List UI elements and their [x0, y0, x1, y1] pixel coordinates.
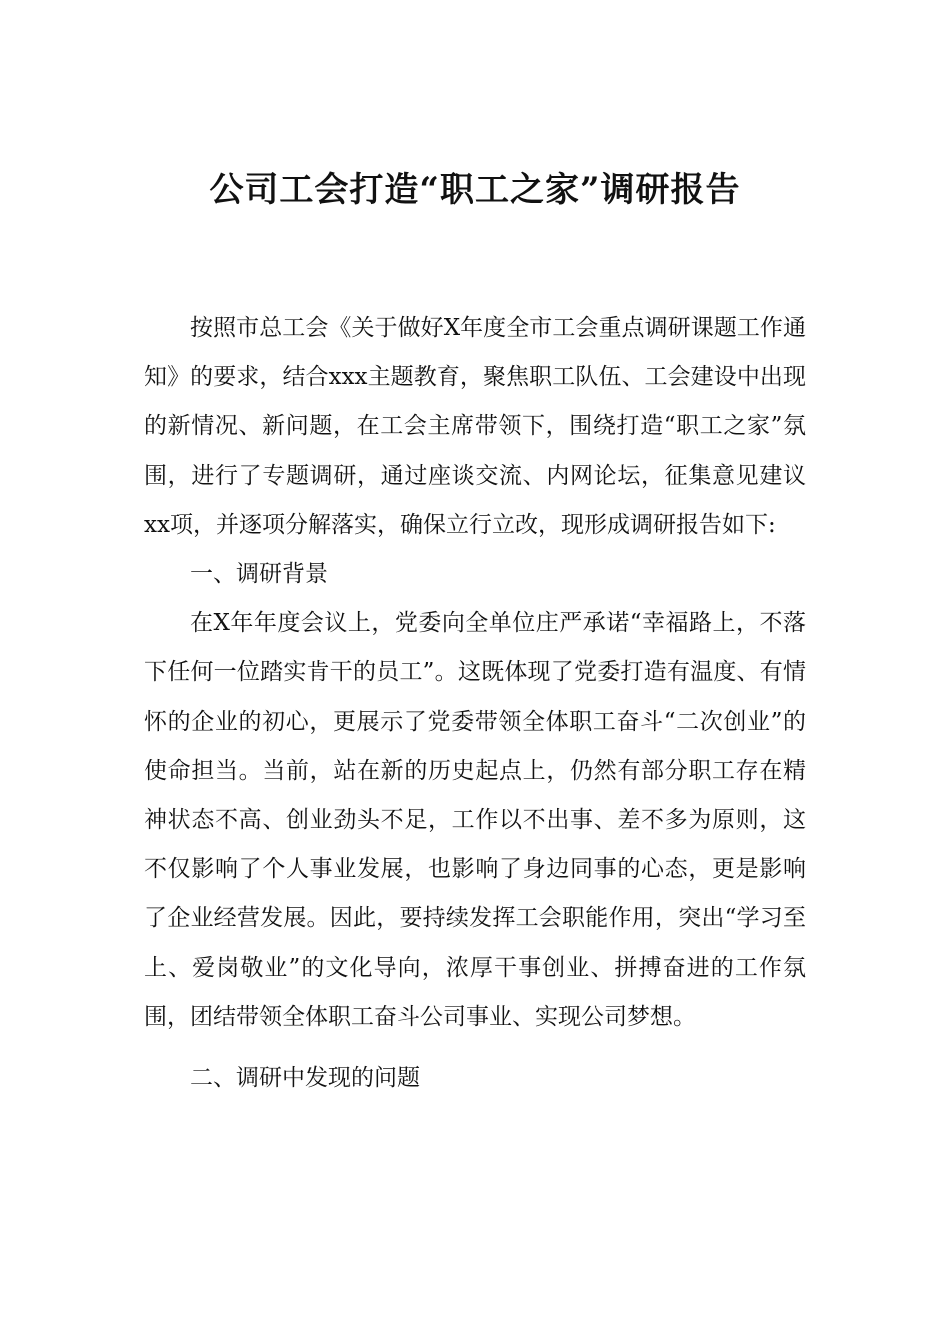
- document-body: [144, 304, 806, 1103]
- section-heading-problems: 二、调研中发现的问题: [190, 1065, 420, 1092]
- intro-paragraph: 按照市总工会《关于做好X年度全市工会重点调研课题工作通知》的要求，结合xxx主题教育，聚焦职工队伍、工会建设中出现的新情况、新问题，在工会主席带领下，围绕打造“职工之家”氛围，进行了专题调研，通过座谈交流、内网论坛，征集意见建议xx项，并逐项分解落实，确保立行立改，现形成调研报告如下:: [144, 315, 806, 538]
- background-paragraph: 在X年年度会议上，党委向全单位庄严承诺“幸福路上，不落下任何一位踏实肯干的员工”。这既体现了党委打造有温度、有情怀的企业的初心，更展示了党委带领全体职工奋斗“二次创业”的使命担当。当前，站在新的历史起点上，仍然有部分职工存在精神状态不高、创业劲头不足，工作以不出事、差不多为原则，这不仅影响了个人事业发展，也影响了身边同事的心态，更是影响了企业经营发展。因此，要持续发挥工会职能作用，突出“学习至上、爱岗敬业”的文化导向，浓厚干事创业、拼搏奋进的工作氛围，团结带领全体职工奋斗公司事业、实现公司梦想。: [144, 610, 806, 1030]
- document-title: 公司工会打造“职工之家”调研报告: [209, 170, 741, 210]
- section-heading-background: 一、调研背景: [190, 561, 328, 588]
